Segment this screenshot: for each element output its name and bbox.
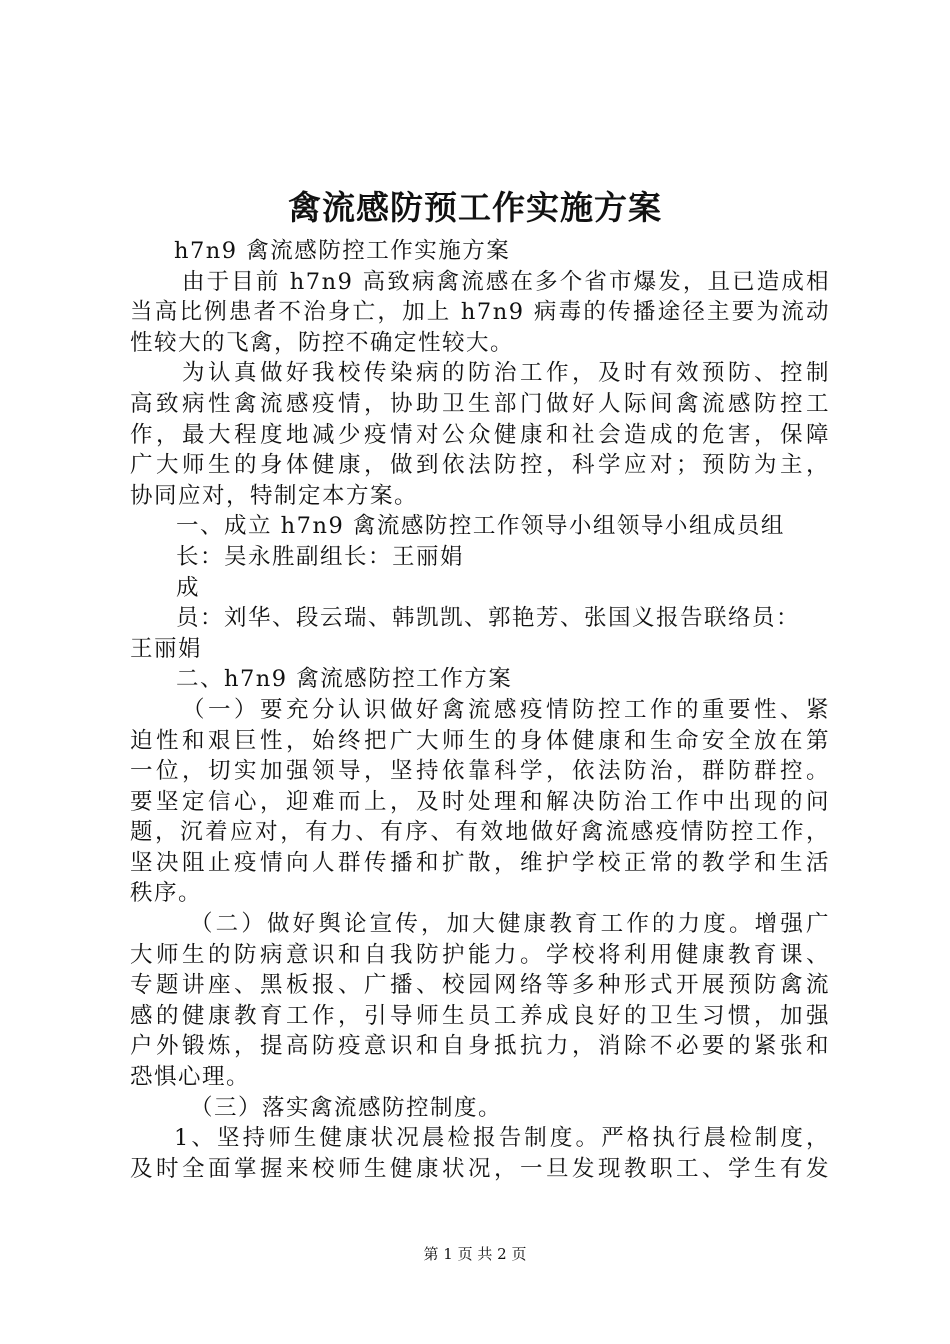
text-line: 感的健康教育工作，引导师生员工养成良好的卫生习惯，加强 xyxy=(130,1002,830,1029)
page-title: 禽流感防预工作实施方案 xyxy=(288,188,662,227)
text-line: 当高比例患者不治身亡，加上 h7n9 病毒的传播途径主要为流动 xyxy=(130,299,830,326)
text-line: 1、坚持师生健康状况晨检报告制度。严格执行晨检制度， xyxy=(174,1125,830,1152)
text-line: （一）要充分认识做好禽流感疫情防控工作的重要性、紧 xyxy=(182,696,830,723)
text-line: 秩序。 xyxy=(130,880,203,907)
text-line: 要坚定信心，迎难而上，及时处理和解决防治工作中出现的问 xyxy=(130,788,830,815)
text-line: 一、成立 h7n9 禽流感防控工作领导小组领导小组成员组 xyxy=(176,513,785,540)
document-body xyxy=(130,236,830,1184)
text-line: 专题讲座、黑板报、广播、校园网络等多种形式开展预防禽流 xyxy=(130,972,830,999)
text-line: 二、h7n9 禽流感防控工作方案 xyxy=(176,666,513,693)
text-line: 及时全面掌握来校师生健康状况，一旦发现教职工、学生有发 xyxy=(130,1155,830,1182)
text-line: 为认真做好我校传染病的防治工作，及时有效预防、控制 xyxy=(182,360,830,387)
text-line: 王丽娟 xyxy=(130,635,203,662)
text-line: 户外锻炼，提高防疫意识和自身抵抗力，消除不必要的紧张和 xyxy=(130,1033,830,1060)
text-line: 大师生的防病意识和自我防护能力。学校将利用健康教育课、 xyxy=(130,941,830,968)
text-line: 员：刘华、段云瑞、韩凯凯、郭艳芳、张国义报告联络员： xyxy=(176,605,801,632)
text-line: 协同应对，特制定本方案。 xyxy=(130,482,419,509)
text-line: （三）落实禽流感防控制度。 xyxy=(190,1094,503,1121)
text-line: 性较大的飞禽，防控不确定性较大。 xyxy=(130,329,515,356)
text-line: 长：吴永胜副组长：王丽娟 xyxy=(176,543,465,570)
text-line: 坚决阻止疫情向人群传播和扩散，维护学校正常的教学和生活 xyxy=(130,849,830,876)
text-line: 一位，切实加强领导，坚持依靠科学，依法防治，群防群控。 xyxy=(130,758,830,785)
text-line: 作，最大程度地减少疫情对公众健康和社会造成的危害，保障 xyxy=(130,421,830,448)
text-line: 恐惧心理。 xyxy=(130,1064,251,1091)
page-footer: 第 1 页 共 2 页 xyxy=(423,1245,527,1263)
text-line: 高致病性禽流感疫情，协助卫生部门做好人际间禽流感防控工 xyxy=(130,390,830,417)
text-line: 迫性和艰巨性，始终把广大师生的身体健康和生命安全放在第 xyxy=(130,727,830,754)
text-line: 题，沉着应对，有力、有序、有效地做好禽流感疫情防控工作， xyxy=(130,819,830,846)
text-line: 由于目前 h7n9 高致病禽流感在多个省市爆发，且已造成相 xyxy=(182,268,830,295)
text-line: 成 xyxy=(176,574,201,601)
text-line: （二）做好舆论宣传，加大健康教育工作的力度。增强广 xyxy=(190,911,830,938)
text-line: 广大师生的身体健康，做到依法防控，科学应对；预防为主， xyxy=(130,452,830,479)
text-line: h7n9 禽流感防控工作实施方案 xyxy=(174,238,511,264)
